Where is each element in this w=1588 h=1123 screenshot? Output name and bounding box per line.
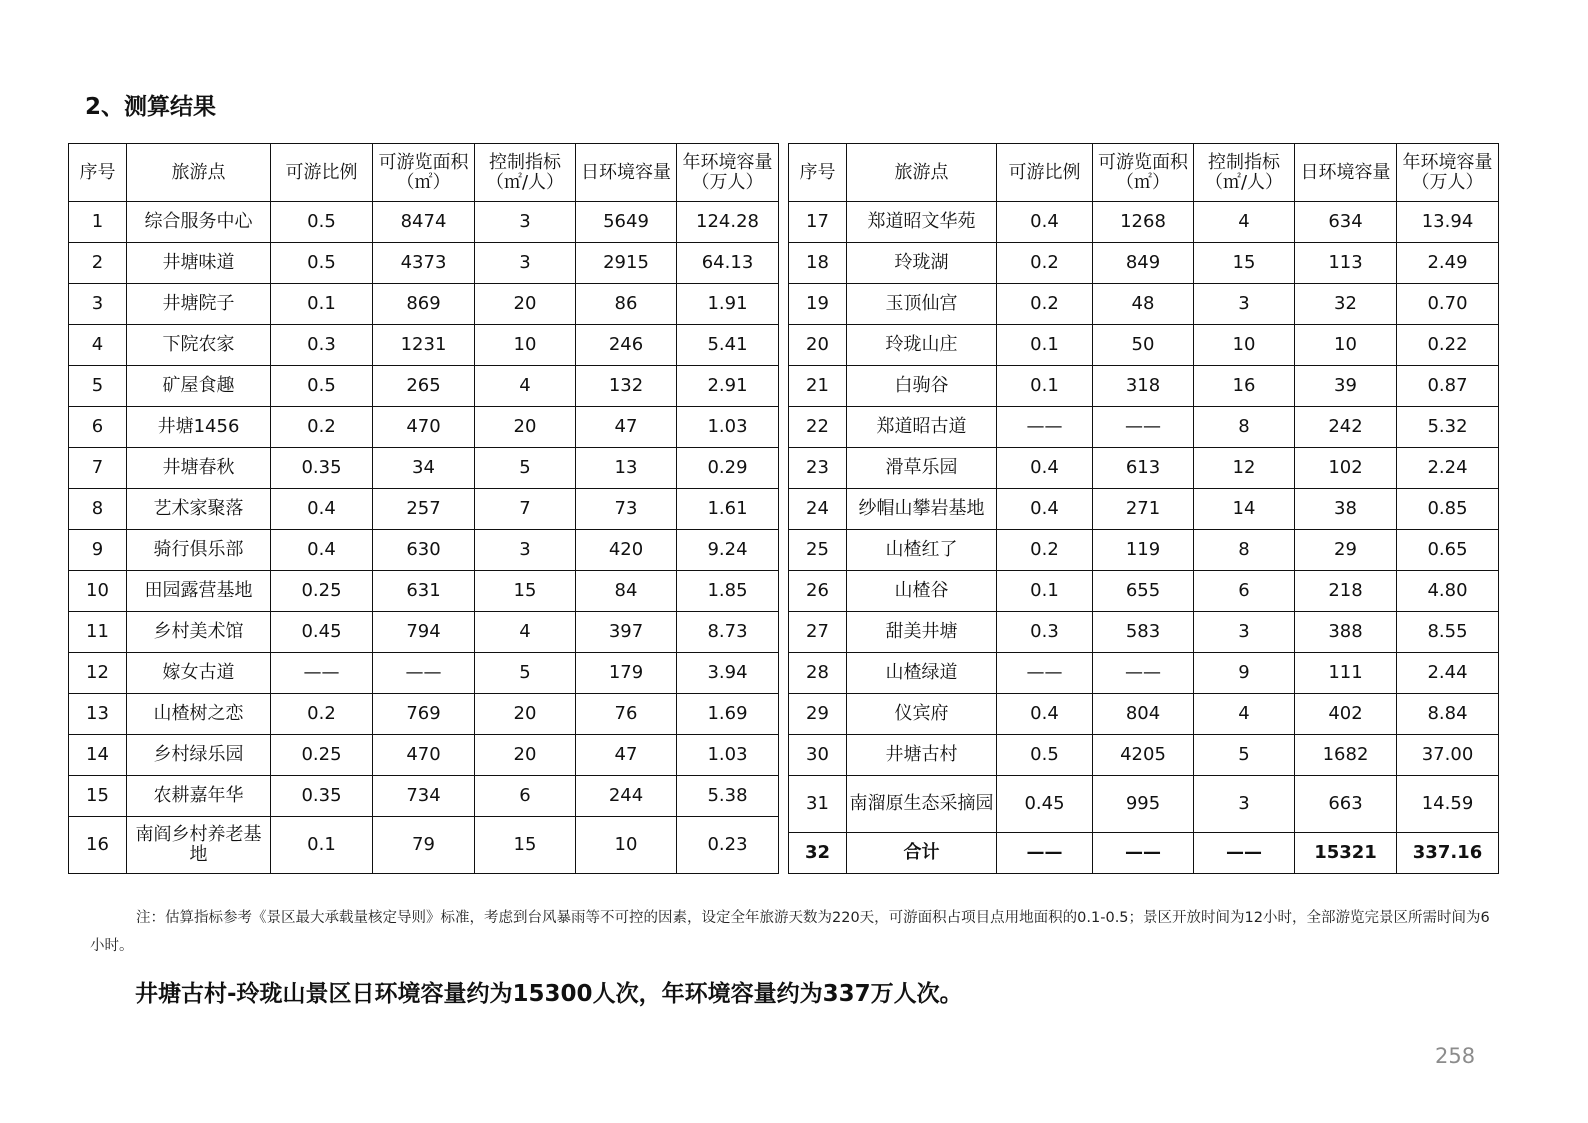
cell-area: 4205 [1093,735,1194,776]
cell-ratio: 0.3 [997,612,1093,653]
cell-ratio: 0.1 [997,325,1093,366]
table-row [789,735,1499,776]
column-header-ratio: 可游比例 [271,144,373,202]
cell-annual: 0.22 [1397,325,1499,366]
cell-area: 318 [1093,366,1194,407]
cell-index: 25 [789,530,847,571]
cell-daily: 111 [1295,653,1397,694]
cell-indicator: 7 [475,489,576,530]
cell-indicator: 5 [475,448,576,489]
table-body-right [789,202,1499,874]
cell-index: 14 [69,735,127,776]
cell-spot: 乡村绿乐园 [127,735,271,776]
cell-area: —— [1093,833,1194,874]
cell-area: 734 [373,776,475,817]
column-header-ratio: 可游比例 [997,144,1093,202]
cell-indicator: 8 [1194,407,1295,448]
cell-area: 769 [373,694,475,735]
cell-daily: 663 [1295,776,1397,833]
cell-indicator: 5 [1194,735,1295,776]
table-row [789,366,1499,407]
table-row [69,694,779,735]
cell-ratio: 0.25 [271,735,373,776]
table-row [789,407,1499,448]
cell-area: —— [1093,407,1194,448]
cell-spot: 山楂红了 [847,530,997,571]
table-row [69,407,779,448]
cell-index: 2 [69,243,127,284]
cell-index: 24 [789,489,847,530]
cell-area: 470 [373,407,475,448]
cell-daily: 246 [576,325,677,366]
cell-spot: 乡村美术馆 [127,612,271,653]
cell-area: 631 [373,571,475,612]
cell-indicator: 15 [1194,243,1295,284]
cell-spot: 纱帽山攀岩基地 [847,489,997,530]
cell-spot: 田园露营基地 [127,571,271,612]
table-row [789,202,1499,243]
cell-annual: 2.24 [1397,448,1499,489]
conclusion-text: 井塘古村-玲珑山景区日环境容量约为15300人次，年环境容量约为337万人次。 [135,981,963,1007]
cell-area: 257 [373,489,475,530]
cell-daily: 15321 [1295,833,1397,874]
cell-daily: 244 [576,776,677,817]
cell-area: 79 [373,817,475,874]
table-row [69,571,779,612]
table-row [789,243,1499,284]
footnote: 注：估算指标参考《景区最大承载量核定导则》标准，考虑到台风暴雨等不可控的因素，设定全年旅游天数为220天，可游面积占项目点用地面积的0.1-0.5；景区开放时间为12小时，全部游览完景区所需时间为6小时。 [90,910,1490,954]
cell-spot: 井塘古村 [847,735,997,776]
cell-area: 8474 [373,202,475,243]
cell-spot: 合计 [847,833,997,874]
cell-ratio: 0.4 [271,530,373,571]
cell-annual: 0.23 [677,817,779,874]
cell-spot: 井塘院子 [127,284,271,325]
cell-area: 655 [1093,571,1194,612]
cell-ratio: 0.5 [271,366,373,407]
cell-ratio: —— [997,653,1093,694]
cell-indicator: 14 [1194,489,1295,530]
table-row [69,284,779,325]
cell-annual: 5.41 [677,325,779,366]
cell-spot: 山楂谷 [847,571,997,612]
cell-annual: 13.94 [1397,202,1499,243]
cell-daily: 113 [1295,243,1397,284]
cell-daily: 38 [1295,489,1397,530]
cell-indicator: 6 [1194,571,1295,612]
cell-index: 7 [69,448,127,489]
table-row [69,735,779,776]
cell-daily: 420 [576,530,677,571]
table-row [69,243,779,284]
cell-daily: 39 [1295,366,1397,407]
cell-indicator: 15 [475,571,576,612]
table-row [789,833,1499,874]
cell-index: 16 [69,817,127,874]
table-row [69,653,779,694]
cell-index: 18 [789,243,847,284]
cell-ratio: 0.1 [271,817,373,874]
cell-ratio: 0.5 [271,243,373,284]
table-row [789,489,1499,530]
cell-daily: 1682 [1295,735,1397,776]
cell-annual: 2.49 [1397,243,1499,284]
cell-area: 470 [373,735,475,776]
table-header-row [69,144,779,202]
table-row [789,612,1499,653]
column-header-index: 序号 [789,144,847,202]
cell-daily: 242 [1295,407,1397,448]
column-header-indicator: 控制指标（㎡/人） [475,144,576,202]
cell-indicator: 20 [475,694,576,735]
cell-spot: 井塘味道 [127,243,271,284]
cell-annual: 3.94 [677,653,779,694]
cell-ratio: 0.1 [997,571,1093,612]
results-table-left [68,143,779,874]
cell-annual: 37.00 [1397,735,1499,776]
cell-indicator: 4 [475,612,576,653]
cell-ratio: 0.45 [271,612,373,653]
page-number: 258 [1435,1044,1476,1068]
cell-index: 11 [69,612,127,653]
cell-index: 29 [789,694,847,735]
cell-index: 4 [69,325,127,366]
cell-indicator: 20 [475,735,576,776]
cell-area: 34 [373,448,475,489]
table-header-row [789,144,1499,202]
cell-daily: 47 [576,407,677,448]
cell-daily: 402 [1295,694,1397,735]
column-header-annual: 年环境容量（万人） [1397,144,1499,202]
cell-annual: 8.73 [677,612,779,653]
section-heading: 2、测算结果 [85,94,217,120]
cell-daily: 2915 [576,243,677,284]
cell-spot: 嫁女古道 [127,653,271,694]
cell-indicator: 9 [1194,653,1295,694]
table-row [69,817,779,874]
cell-area: 794 [373,612,475,653]
cell-index: 19 [789,284,847,325]
cell-indicator: 16 [1194,366,1295,407]
cell-ratio: 0.1 [271,284,373,325]
cell-index: 1 [69,202,127,243]
cell-area: 583 [1093,612,1194,653]
cell-indicator: 5 [475,653,576,694]
cell-spot: 农耕嘉年华 [127,776,271,817]
cell-annual: 0.87 [1397,366,1499,407]
cell-indicator: 3 [475,530,576,571]
cell-annual: 64.13 [677,243,779,284]
cell-ratio: 0.3 [271,325,373,366]
cell-daily: 76 [576,694,677,735]
cell-daily: 102 [1295,448,1397,489]
cell-indicator: 6 [475,776,576,817]
cell-daily: 132 [576,366,677,407]
cell-index: 21 [789,366,847,407]
cell-spot: 滑草乐园 [847,448,997,489]
cell-ratio: 0.5 [271,202,373,243]
cell-index: 26 [789,571,847,612]
cell-area: 804 [1093,694,1194,735]
cell-spot: 玲珑湖 [847,243,997,284]
cell-spot: 白驹谷 [847,366,997,407]
cell-index: 31 [789,776,847,833]
table-row [69,776,779,817]
cell-ratio: 0.5 [997,735,1093,776]
cell-spot: 郑道昭古道 [847,407,997,448]
cell-spot: 甜美井塘 [847,612,997,653]
cell-ratio: 0.1 [997,366,1093,407]
cell-indicator: 20 [475,407,576,448]
cell-index: 20 [789,325,847,366]
cell-indicator: 8 [1194,530,1295,571]
cell-daily: 634 [1295,202,1397,243]
cell-ratio: —— [271,653,373,694]
cell-daily: 10 [576,817,677,874]
cell-spot: 山楂绿道 [847,653,997,694]
cell-indicator: 3 [1194,284,1295,325]
table-row [789,776,1499,833]
cell-spot: 南阎乡村养老基地 [127,817,271,874]
cell-spot: 仪宾府 [847,694,997,735]
cell-ratio: —— [997,833,1093,874]
table-row [789,571,1499,612]
cell-annual: 14.59 [1397,776,1499,833]
cell-index: 17 [789,202,847,243]
cell-indicator: 4 [475,366,576,407]
table-body-left [69,202,779,874]
cell-annual: 8.84 [1397,694,1499,735]
cell-spot: 南溜原生态采摘园 [847,776,997,833]
results-table-right [788,143,1499,874]
table-row [789,530,1499,571]
cell-spot: 骑行俱乐部 [127,530,271,571]
cell-ratio: 0.2 [271,407,373,448]
table-row [69,325,779,366]
cell-indicator: 10 [475,325,576,366]
cell-index: 32 [789,833,847,874]
table-row [789,694,1499,735]
cell-annual: 1.03 [677,407,779,448]
column-header-index: 序号 [69,144,127,202]
cell-index: 30 [789,735,847,776]
cell-area: 869 [373,284,475,325]
cell-ratio: 0.4 [271,489,373,530]
cell-daily: 32 [1295,284,1397,325]
cell-area: 271 [1093,489,1194,530]
cell-spot: 玉顶仙宫 [847,284,997,325]
cell-daily: 397 [576,612,677,653]
table-row [69,489,779,530]
cell-area: 849 [1093,243,1194,284]
cell-area: 630 [373,530,475,571]
cell-index: 15 [69,776,127,817]
cell-area: 265 [373,366,475,407]
cell-index: 8 [69,489,127,530]
cell-index: 6 [69,407,127,448]
cell-indicator: 3 [1194,612,1295,653]
table-row [69,530,779,571]
cell-ratio: 0.4 [997,694,1093,735]
table-row [789,653,1499,694]
cell-daily: 179 [576,653,677,694]
cell-indicator: 15 [475,817,576,874]
cell-annual: 1.69 [677,694,779,735]
cell-spot: 综合服务中心 [127,202,271,243]
cell-indicator: 10 [1194,325,1295,366]
cell-ratio: —— [997,407,1093,448]
cell-index: 5 [69,366,127,407]
column-header-daily: 日环境容量 [576,144,677,202]
cell-index: 28 [789,653,847,694]
cell-indicator: 12 [1194,448,1295,489]
cell-indicator: 20 [475,284,576,325]
cell-daily: 10 [1295,325,1397,366]
cell-ratio: 0.4 [997,448,1093,489]
cell-spot: 山楂树之恋 [127,694,271,735]
cell-daily: 218 [1295,571,1397,612]
cell-spot: 矿屋食趣 [127,366,271,407]
cell-indicator: 4 [1194,202,1295,243]
table-row [69,612,779,653]
cell-area: 613 [1093,448,1194,489]
column-header-indicator: 控制指标（㎡/人） [1194,144,1295,202]
cell-annual: 5.38 [677,776,779,817]
cell-ratio: 0.45 [997,776,1093,833]
cell-annual: 2.91 [677,366,779,407]
cell-index: 10 [69,571,127,612]
cell-area: 1231 [373,325,475,366]
cell-ratio: 0.2 [997,243,1093,284]
cell-area: 48 [1093,284,1194,325]
column-header-spot: 旅游点 [847,144,997,202]
cell-indicator: 3 [475,243,576,284]
cell-annual: 0.65 [1397,530,1499,571]
cell-annual: 0.85 [1397,489,1499,530]
cell-index: 22 [789,407,847,448]
cell-ratio: 0.35 [271,448,373,489]
cell-daily: 47 [576,735,677,776]
cell-annual: 2.44 [1397,653,1499,694]
cell-annual: 5.32 [1397,407,1499,448]
cell-annual: 4.80 [1397,571,1499,612]
cell-annual: 0.29 [677,448,779,489]
cell-annual: 0.70 [1397,284,1499,325]
cell-annual: 1.03 [677,735,779,776]
cell-ratio: 0.2 [997,284,1093,325]
cell-index: 9 [69,530,127,571]
cell-annual: 1.61 [677,489,779,530]
cell-annual: 9.24 [677,530,779,571]
cell-annual: 337.16 [1397,833,1499,874]
cell-daily: 86 [576,284,677,325]
column-header-spot: 旅游点 [127,144,271,202]
column-header-daily: 日环境容量 [1295,144,1397,202]
cell-daily: 84 [576,571,677,612]
cell-index: 12 [69,653,127,694]
cell-area: 119 [1093,530,1194,571]
cell-area: 1268 [1093,202,1194,243]
cell-daily: 73 [576,489,677,530]
cell-indicator: —— [1194,833,1295,874]
cell-annual: 1.91 [677,284,779,325]
table-row [789,325,1499,366]
cell-ratio: 0.2 [997,530,1093,571]
cell-index: 3 [69,284,127,325]
column-header-area: 可游览面积（㎡） [373,144,475,202]
cell-annual: 8.55 [1397,612,1499,653]
cell-ratio: 0.35 [271,776,373,817]
cell-daily: 388 [1295,612,1397,653]
cell-annual: 1.85 [677,571,779,612]
cell-spot: 井塘春秋 [127,448,271,489]
cell-daily: 13 [576,448,677,489]
cell-ratio: 0.2 [271,694,373,735]
cell-spot: 郑道昭文华苑 [847,202,997,243]
cell-ratio: 0.4 [997,202,1093,243]
cell-daily: 5649 [576,202,677,243]
cell-ratio: 0.4 [997,489,1093,530]
column-header-annual: 年环境容量（万人） [677,144,779,202]
cell-daily: 29 [1295,530,1397,571]
column-header-area: 可游览面积（㎡） [1093,144,1194,202]
cell-ratio: 0.25 [271,571,373,612]
cell-area: —— [373,653,475,694]
cell-spot: 艺术家聚落 [127,489,271,530]
table-row [69,448,779,489]
table-row [789,448,1499,489]
cell-annual: 124.28 [677,202,779,243]
cell-area: 995 [1093,776,1194,833]
cell-index: 27 [789,612,847,653]
table-row [789,284,1499,325]
cell-area: 4373 [373,243,475,284]
cell-area: 50 [1093,325,1194,366]
cell-spot: 下院农家 [127,325,271,366]
cell-indicator: 3 [475,202,576,243]
table-row [69,202,779,243]
cell-indicator: 3 [1194,776,1295,833]
table-row [69,366,779,407]
cell-area: —— [1093,653,1194,694]
cell-indicator: 4 [1194,694,1295,735]
cell-index: 13 [69,694,127,735]
cell-index: 23 [789,448,847,489]
cell-spot: 井塘1456 [127,407,271,448]
cell-spot: 玲珑山庄 [847,325,997,366]
